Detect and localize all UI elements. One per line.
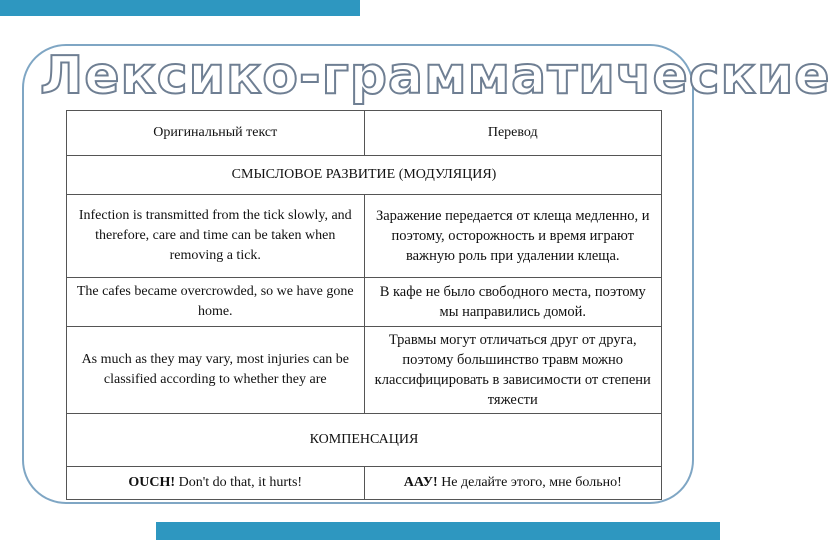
translation-text-cell: В кафе не было свободного места, поэтому мы направились домой. [364, 278, 662, 327]
table-row [67, 327, 662, 414]
slide-title: Лексико-грамматические [40, 46, 831, 106]
top-accent-bar [0, 0, 360, 16]
section-modulation-label: СМЫСЛОВОЕ РАЗВИТИЕ (МОДУЛЯЦИЯ) [67, 156, 662, 195]
table-row [67, 467, 662, 500]
original-text-cell: As much as they may vary, most injuries can be classified according to whether they are [67, 327, 365, 414]
original-rest-text: Don't do that, it hurts! [175, 475, 303, 490]
top-bar-spacer [360, 0, 720, 16]
table-row [67, 278, 662, 327]
bottom-accent-bar [156, 522, 720, 540]
section-compensation-label: КОМПЕНСАЦИЯ [67, 414, 662, 467]
section-row-compensation [67, 414, 662, 467]
translation-table [66, 110, 662, 500]
translation-rest-text: Не делайте этого, мне больно! [437, 475, 622, 490]
translation-text-cell [364, 467, 662, 500]
exclamation-original: OUCH! [128, 475, 176, 490]
table-header-row [67, 111, 662, 156]
translation-text-cell: Заражение передается от клеща медленно, и поэтому, осторожность и время играют важную роль при удалении клеща. [364, 195, 662, 278]
table-row [67, 195, 662, 278]
header-original: Оригинальный текст [67, 111, 365, 156]
original-text-cell [67, 467, 365, 500]
translation-text-cell: Травмы могут отличаться друг от друга, поэтому большинство травм можно классифицировать в зависимости от степени тяжести [364, 327, 662, 414]
original-text-cell: The cafes became overcrowded, so we have gone home. [67, 278, 365, 327]
exclamation-translation: ААУ! [403, 475, 438, 490]
original-text-cell: Infection is transmitted from the tick slowly, and therefore, care and time can be taken when removing a tick. [67, 195, 365, 278]
header-translation: Перевод [364, 111, 662, 156]
section-row-modulation [67, 156, 662, 195]
